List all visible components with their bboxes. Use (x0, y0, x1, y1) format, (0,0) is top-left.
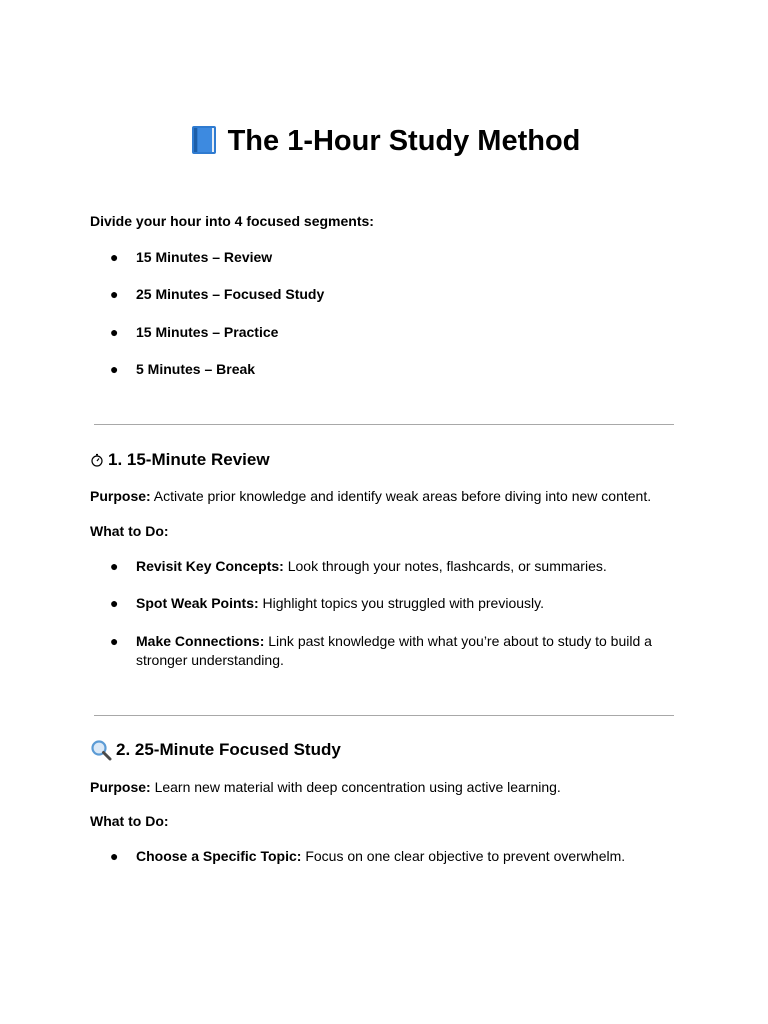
segment-label: 15 Minutes – Review (136, 249, 273, 265)
segment-label: 5 Minutes – Break (136, 361, 256, 377)
bullet: ● (110, 848, 119, 864)
section-2-heading (90, 739, 341, 761)
purpose-text: Activate prior knowledge and identify weak areas before diving into new content. (150, 488, 652, 504)
item-label: Choose a Specific Topic: (136, 848, 302, 864)
item-label: Spot Weak Points: (136, 595, 259, 611)
section-2-heading-text: 2. 25-Minute Focused Study (116, 740, 341, 759)
item-label: Revisit Key Concepts: (136, 558, 284, 574)
divider (94, 715, 674, 716)
intro-text: Divide your hour into 4 focused segments: (90, 213, 374, 229)
section-1-heading-text: 1. 15-Minute Review (108, 450, 270, 469)
item-text: Link past knowledge with what you’re about to study to build a stronger understanding. (136, 633, 652, 668)
section-1-purpose (90, 487, 690, 506)
bullet: ● (110, 558, 119, 574)
section-2-what-label: What to Do: (90, 813, 169, 829)
bullet: ● (110, 633, 119, 649)
section-2-purpose (90, 778, 690, 797)
magnifying-glass-icon (90, 739, 112, 761)
bullet: ● (110, 249, 119, 265)
bullet: ● (110, 361, 119, 377)
purpose-label: Purpose: (90, 488, 151, 504)
purpose-text: Learn new material with deep concentration using active learning. (150, 779, 561, 795)
item-text: Focus on one clear objective to prevent overwhelm. (301, 848, 626, 864)
section-1-what-label: What to Do: (90, 523, 169, 539)
item-text: Look through your notes, flashcards, or summaries. (283, 558, 607, 574)
bullet: ● (110, 324, 119, 340)
item-text: Highlight topics you struggled with previously. (258, 595, 544, 611)
stopwatch-icon (90, 453, 104, 467)
segment-label: 25 Minutes – Focused Study (136, 286, 325, 302)
purpose-label: Purpose: (90, 779, 151, 795)
page-title-text: The 1-Hour Study Method (227, 125, 581, 157)
divider (94, 424, 674, 425)
section-1-heading (90, 449, 270, 471)
item-label: Make Connections: (136, 633, 265, 649)
blue-book-icon (188, 124, 220, 156)
page-title (0, 122, 768, 160)
segment-label: 15 Minutes – Practice (136, 324, 279, 340)
bullet: ● (110, 595, 119, 611)
bullet: ● (110, 286, 119, 302)
